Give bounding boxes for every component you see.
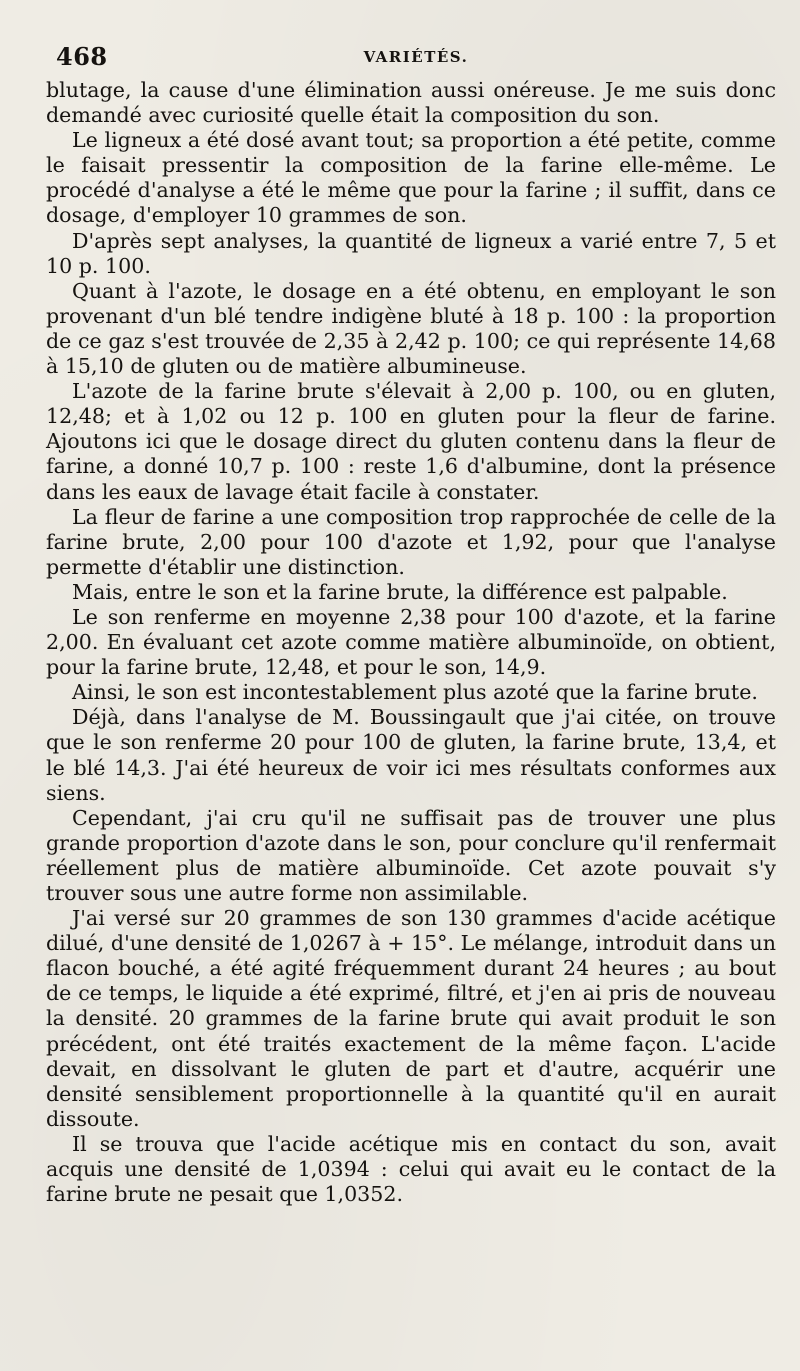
paragraph: Il se trouva que l'acide acétique mis en contact du son, avait acquis une densité de 1,0394 : celui qui avait eu le contact de la farine brute ne pesait que 1,0352.	[46, 1131, 776, 1207]
paragraph: Ainsi, le son est incontestablement plus azoté que la farine brute.	[72, 680, 758, 705]
paragraph: Déjà, dans l'analyse de M. Boussingault que j'ai citée, on trouve que le son renferme 20 pour 100 de gluten, la farine brute, 13,4, et le blé 14,3. J'ai été heureux de voir ici mes résultats conformes aux siens.	[46, 705, 776, 805]
paragraph: Mais, entre le son et la farine brute, la différence est palpable.	[72, 579, 728, 604]
paragraph: D'après sept analyses, la quantité de ligneux a varié entre 7, 5 et 10 p. 100.	[46, 228, 776, 278]
body-text	[46, 78, 776, 1207]
paragraph: Le ligneux a été dosé avant tout; sa proportion a été petite, comme le faisait pressentir la composition de la farine elle-même. Le procédé d'analyse a été le même que pour la farine ; il suffit, dans ce dosage, d'employer 10 grammes de son.	[46, 128, 776, 228]
page-number: 468	[56, 42, 108, 71]
paragraph: La fleur de farine a une composition trop rapprochée de celle de la farine brute, 2,00 pour 100 d'azote et 1,92, pour que l'analyse permette d'établir une distinction.	[46, 504, 776, 579]
paragraph: Le son renferme en moyenne 2,38 pour 100 d'azote, et la farine 2,00. En évaluant cet azote comme matière albuminoïde, on obtient, pour la farine brute, 12,48, et pour le son, 14,9.	[46, 604, 776, 680]
paragraph: blutage, la cause d'une élimination aussi onéreuse. Je me suis donc demandé avec curiosité quelle était la composition du son.	[46, 78, 776, 128]
page-header	[46, 36, 776, 76]
paragraph: L'azote de la farine brute s'élevait à 2,00 p. 100, ou en gluten, 12,48; et à 1,02 ou 12 p. 100 en gluten pour la fleur de farine. Ajoutons ici que le dosage direct du gluten contenu dans la fleur de farine, a donné 10,7 p. 100 : reste 1,6 d'albumine, dont la présence dans les eaux de lavage était facile à constater.	[46, 379, 776, 504]
paragraph: Cependant, j'ai cru qu'il ne suffisait pas de trouver une plus grande proportion d'azote dans le son, pour conclure qu'il renfermait réellement plus de matière albuminoïde. Cet azote pouvait s'y trouver sous une autre forme non assimilable.	[46, 805, 776, 905]
running-head: VARIÉTÉS.	[363, 48, 469, 66]
paragraph: J'ai versé sur 20 grammes de son 130 grammes d'acide acétique dilué, d'une densité de 1,0267 à + 15°. Le mélange, introduit dans un flacon bouché, a été agité fréquemment durant 24 heures ; au bout de ce temps, le liquide a été exprimé, filtré, et j'en ai pris de nouveau la densité. 20 grammes de la farine brute qui avait produit le son précédent, ont été traités exactement de la même façon. L'acide devait, en dissolvant le gluten de part et d'autre, acquérir une densité sensiblement proportionnelle à la quantité qu'il en aurait dissoute.	[46, 906, 776, 1131]
paragraph: Quant à l'azote, le dosage en a été obtenu, en employant le son provenant d'un blé tendre indigène bluté à 18 p. 100 : la proportion de ce gaz s'est trouvée de 2,35 à 2,42 p. 100; ce qui représente 14,68 à 15,10 de gluten ou de matière albumineuse.	[46, 278, 776, 379]
